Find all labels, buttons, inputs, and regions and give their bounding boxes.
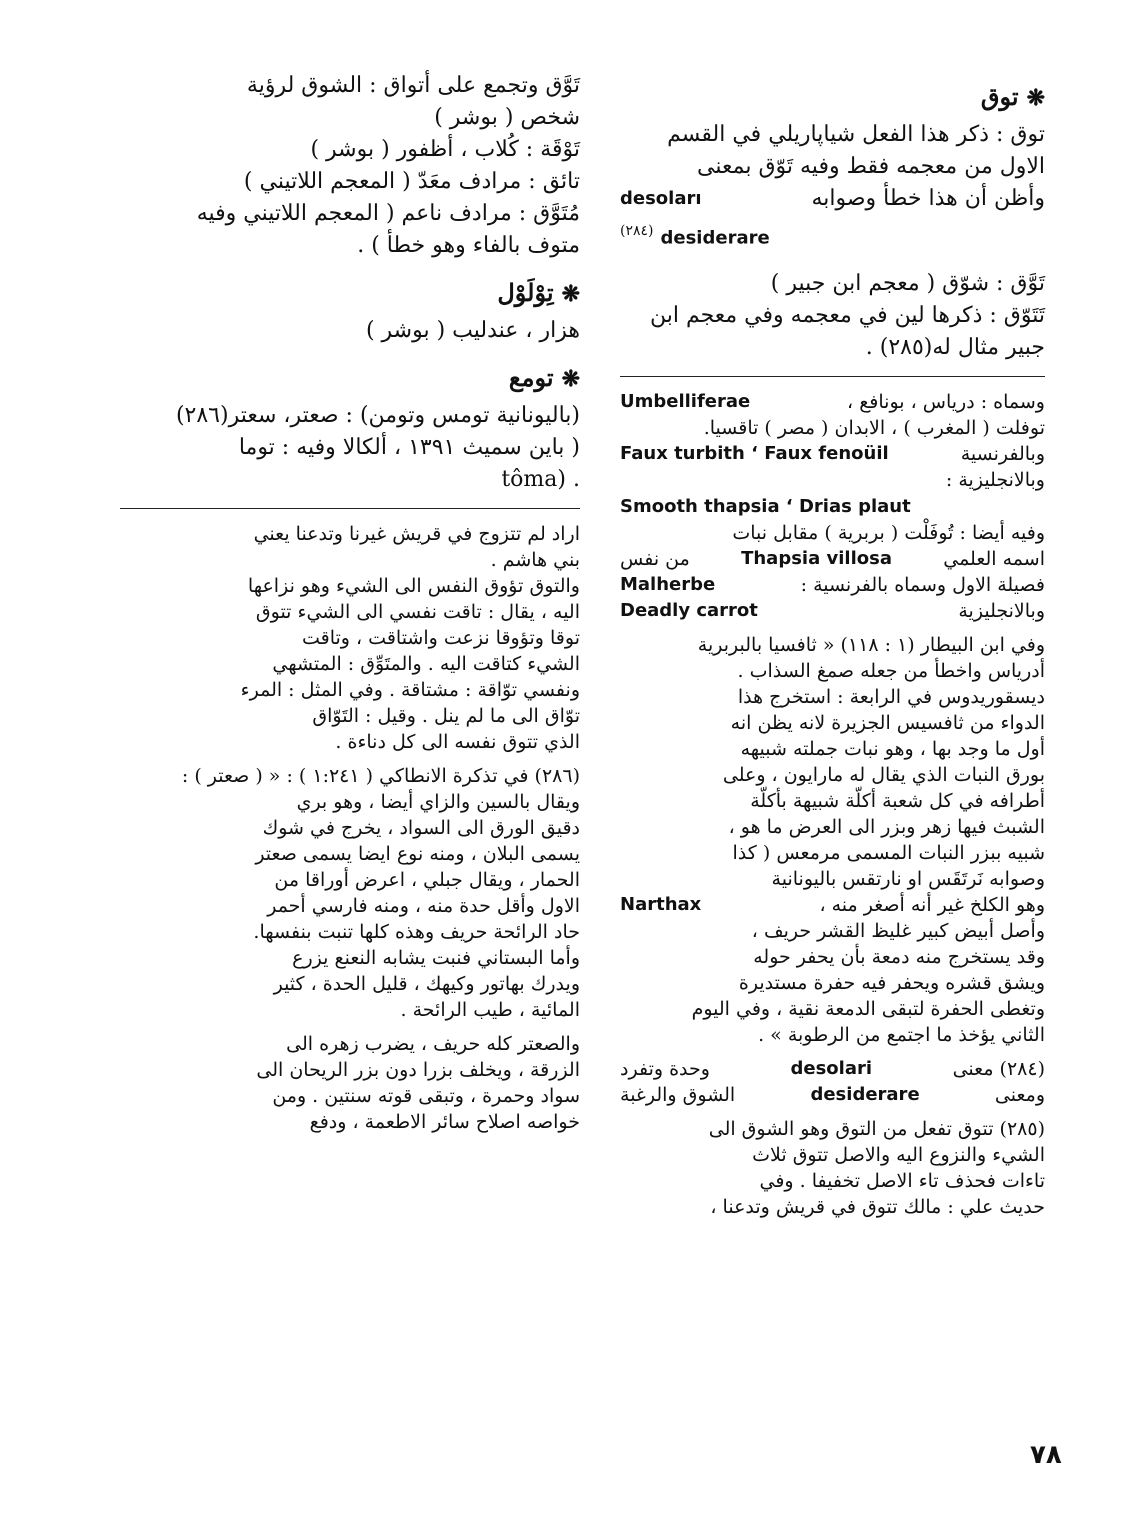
- entry-heading: [120, 361, 580, 396]
- footnote-line: والتوق تؤوق النفس الى الشيء وهو نزاعها: [247, 575, 580, 597]
- footnote-line: وأما البستاني فنبت يشابه النعنع يزرع: [292, 947, 580, 969]
- text-line: جبير مثال له(٢٨٥) .: [865, 335, 1045, 361]
- footnote-line: الشيء كتاقت اليه . والمتَوِّق : المتشهي: [272, 653, 580, 675]
- asterisk-icon: ❋: [1026, 85, 1045, 111]
- text-line: مُتَوَّق : مرادف ناعم ( المعجم اللاتيني وفيه: [196, 201, 580, 226]
- text-span: الشوق والرغبة: [620, 1084, 736, 1107]
- text-span: فصيلة الاول وسماه بالفرنسية :: [800, 574, 1045, 597]
- text-span: من نفس: [620, 548, 690, 571]
- text-line: متوف بالفاء وهو خطأ ) .: [357, 233, 580, 258]
- footnote-286: [120, 763, 580, 1023]
- text-span: وحدة وتفرد: [620, 1058, 710, 1081]
- footnote-line: بورق النبات الذي يقال له مارايون ، وعلى: [722, 764, 1045, 787]
- footnote-line: (٢٨٦) في تذكرة الانطاكي ( ١:٢٤١ ) : « ( صعتر ) :: [181, 765, 580, 787]
- entry-heading: [620, 80, 1045, 115]
- footnote-line: حديث علي : مالك تتوق في قريش وتدعنا ،: [710, 1196, 1045, 1219]
- latin-term: Faux turbith ‘ Faux fenoüil: [620, 443, 889, 465]
- latin-term: Umbelliferae: [620, 391, 751, 413]
- footnote-block: [120, 1031, 580, 1135]
- footnote-line: وصوابه نَرتَقَس او نارتقس باليونانية: [771, 868, 1045, 891]
- footnote-line: الذي تتوق نفسه الى كل دناءة .: [335, 731, 580, 753]
- text-line: توق : ذكر هذا الفعل شياپاريلي في القسم: [667, 122, 1045, 147]
- latin-term: desiderare: [660, 227, 770, 249]
- text-span: وسماه : درياس ، بونافع ،: [847, 391, 1045, 414]
- footnote-line: حاد الرائحة حريف وهذه كلها تنبت بنفسها.: [253, 921, 580, 943]
- text-line: (باليونانية تومس وتومن) : صعتر، سعتر(٢٨٦): [175, 403, 580, 428]
- text-line: . (tôma: [501, 467, 580, 492]
- footnote-line: [620, 441, 1045, 467]
- footnote-block: [620, 632, 1045, 1048]
- text-line: ( باين سميث ١٣٩١ ، ألكالا وفيه : توما: [238, 435, 580, 460]
- footnote-line: ونفسي توّاقة : مشتاقة . وفي المثل : المرء: [240, 679, 580, 701]
- footnote-line: المائية ، طيب الرائحة .: [400, 999, 580, 1021]
- footnote-line: اراد لم تتزوج في قريش غيرنا وتدعنا يعني: [253, 523, 580, 545]
- text-span: (٢٨٤) معنى: [952, 1058, 1045, 1081]
- footnote-line: وأصل أبيض كبير غليظ القشر حريف ،: [751, 920, 1045, 943]
- footnote-line: سواد وحمرة ، وتبقى قوته سنتين . ومن: [272, 1085, 580, 1107]
- footnote-line: الثاني يؤخذ ما اجتمع من الرطوبة » .: [758, 1024, 1045, 1047]
- footnote-line: الدواء من ثافسيس الجزيرة لانه يظن انه: [730, 712, 1045, 735]
- latin-term: Deadly carrot: [620, 600, 758, 622]
- footnote-line: توقا وتؤوقا نزعت واشتاقت ، وتاقت: [301, 627, 580, 649]
- footnote-line: ويدرك بهاتور وكيهك ، قليل الحدة ، كثير: [273, 973, 580, 995]
- text-line: هزار ، عندليب ( بوشر ): [365, 318, 580, 343]
- text-span: اسمه العلمي: [943, 548, 1045, 571]
- latin-term: Malherbe: [620, 574, 716, 596]
- footnote-line: (٢٨٥) تتوق تفعل من التوق وهو الشوق الى: [708, 1118, 1045, 1141]
- entry-heading-text: تومع: [508, 363, 554, 392]
- footnote-line: [620, 598, 1045, 624]
- footnote-line: الشبث فيها زهر وبزر الى العرض ما هو ،: [728, 816, 1045, 839]
- footnote-line: توفلت ( المغرب ) ، الابدان ( مصر ) تاقسيا.: [703, 417, 1045, 440]
- footnote-divider: [620, 376, 1045, 377]
- footnote-divider: [120, 508, 580, 509]
- text-line: تَوَّق : شوّق ( معجم ابن جبير ): [770, 271, 1045, 297]
- entry-heading-text: توق: [980, 82, 1019, 111]
- footnote-line: أول ما وجد بها ، وهو نبات جملته شبيهه: [740, 738, 1045, 761]
- right-column: [620, 80, 1045, 1228]
- text-line: شخص ( بوشر ): [434, 105, 580, 130]
- latin-term: desiderare: [810, 1084, 920, 1106]
- latin-term: desolari: [790, 1058, 873, 1080]
- footnote-line: ديسقوريدوس في الرابعة : استخرج هذا: [737, 686, 1045, 709]
- footnote-line: تاءات فحذف تاء الاصل تخفيفا . وفي: [759, 1170, 1045, 1193]
- footnote-line: الاول وأقل حدة منه ، ومنه فارسي أحمر: [267, 895, 580, 917]
- footnote-line: [620, 1056, 1045, 1082]
- text-span: ومعنى: [994, 1084, 1045, 1107]
- text-span: وبالفرنسية: [960, 443, 1045, 466]
- text-line: تائق : مرادف معَدّ ( المعجم اللاتيني ): [243, 169, 580, 194]
- footnote-line: شبيه ببزر النبات المسمى مرمعس ( كذا: [732, 842, 1045, 865]
- footnote-line: وبالانجليزية :: [945, 469, 1045, 492]
- footnote-line: [620, 546, 1045, 572]
- footnote-line: الزرقة ، ويخلف بزرا دون بزر الريحان الى: [256, 1059, 580, 1081]
- footnote-line: [620, 892, 1045, 918]
- footnote-line: أدرياس واخطأ من جعله صمغ السذاب .: [737, 660, 1045, 683]
- latin-term: Smooth thapsia ‘ Drias plaut: [620, 496, 911, 518]
- footnote-ref: (٢٨٤): [620, 223, 654, 239]
- footnote-line: توّاق الى ما لم ينل . وقيل : التَوّاق: [312, 705, 580, 727]
- footnote-block: [120, 521, 580, 755]
- footnote-line: وقد يستخرج منه دمعة بأن يحفر حوله: [753, 946, 1045, 969]
- footnote-line: الشيء والنزوع اليه والاصل تتوق ثلاث: [752, 1144, 1045, 1167]
- latin-term: Narthax: [620, 894, 702, 916]
- footnote-line: وفي ابن البيطار (١ : ١١٨) « ثافسيا بالبربرية: [697, 634, 1045, 657]
- footnote-line: الحمار ، ويقال جبلي ، اعرض أوراقا من: [274, 869, 580, 891]
- page-number: ٧٨: [1030, 1440, 1062, 1470]
- footnote-line: اليه ، يقال : تاقت نفسي الى الشيء تتوق: [255, 601, 580, 623]
- entry-heading-text: تِوْلَوْل: [497, 278, 554, 307]
- footnote-line: وفيه أيضا : تُوفَلْت ( بربرية ) مقابل نبات: [732, 522, 1045, 545]
- text-line: تَوْقَة : كُلاب ، أظفور ( بوشر ): [310, 137, 580, 162]
- latin-term: desoları: [620, 188, 702, 209]
- text-line: الاول من معجمه فقط وفيه تَوّق بمعنى: [697, 154, 1045, 179]
- footnote-line: وتغطى الحفرة لتبقى الدمعة نقية ، وفي اليوم: [691, 998, 1045, 1021]
- text-span: وأظن أن هذا خطأ وصوابه: [811, 186, 1045, 211]
- footnote-line: ويشق قشره ويحفر فيه حفرة مستديرة: [738, 972, 1045, 995]
- text-line: تَوَّق وتجمع على أتواق : الشوق لرؤية: [246, 73, 580, 98]
- latin-term: Thapsia villosa: [741, 548, 892, 570]
- footnote-285: [620, 1116, 1045, 1220]
- text-line: [620, 183, 1045, 215]
- asterisk-icon: ❋: [561, 281, 580, 307]
- footnote-line: [620, 389, 1045, 415]
- footnote-line: [620, 1082, 1045, 1108]
- footnote-line: والصعتر كله حريف ، يضرب زهره الى: [286, 1033, 580, 1055]
- text-line: [620, 215, 1045, 254]
- footnote-line: [620, 572, 1045, 598]
- footnote-line: بني هاشم .: [490, 549, 580, 571]
- footnote-line: خواصه اصلاح سائر الاطعمة ، ودفع: [309, 1111, 580, 1133]
- footnote-line: ويقال بالسين والزاي أيضا ، وهو بري: [296, 791, 580, 813]
- text-line: تَتَوّق : ذكرها لين في معجمه وفي معجم ابن: [649, 303, 1045, 329]
- footnote-284: [620, 1056, 1045, 1108]
- text-span: وهو الكلخ غير أنه أصغر منه ،: [819, 894, 1045, 917]
- entry-heading: [120, 276, 580, 311]
- footnote-line: يسمى البلان ، ومنه نوع ايضا يسمى صعتر: [255, 843, 580, 865]
- footnote-block: [620, 389, 1045, 624]
- asterisk-icon: ❋: [561, 366, 580, 392]
- text-span: وبالانجليزية: [958, 600, 1045, 623]
- left-column: [120, 70, 580, 1143]
- footnote-line: أطرافه في كل شعبة أكلّة شبيهة بأكلّة: [750, 790, 1045, 813]
- footnote-line: [620, 493, 1045, 520]
- footnote-line: دقيق الورق الى السواد ، يخرج في شوك: [262, 817, 580, 839]
